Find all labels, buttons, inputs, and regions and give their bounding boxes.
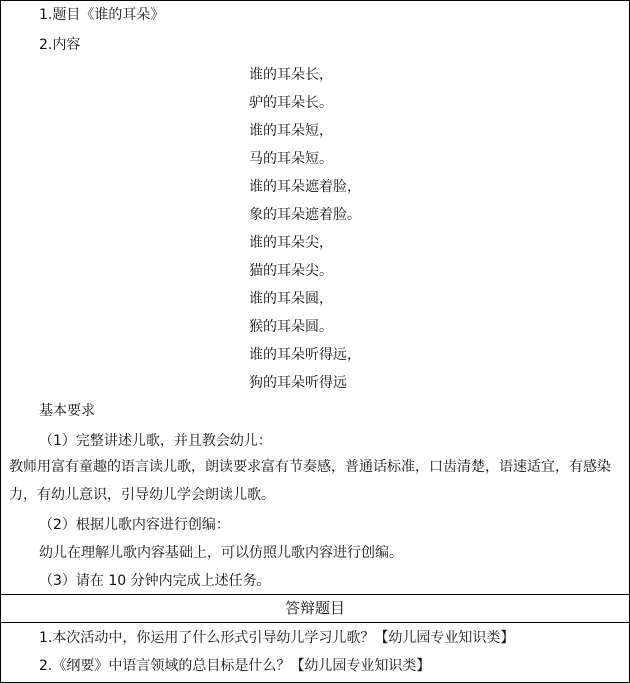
content-label: 2.内容 [39, 37, 81, 53]
title-line: 1.题目《谁的耳朵》 [39, 7, 165, 23]
poem-line: 谁的耳朵听得远， [249, 347, 361, 363]
requirement-1-detail: 教师用富有童趣的语言读儿歌，朗读要求富有节奏感，普通话标准，口齿清楚，语速适宜，有感染力，有幼儿意识，引导幼儿学会朗读儿歌。 [9, 459, 611, 503]
table-divider [1, 622, 629, 623]
requirement-2: （2）根据儿歌内容进行创编： [39, 517, 230, 533]
question-1: 1.本次活动中，你运用了什么形式引导幼儿学习儿歌？【幼儿园专业知识类】 [39, 630, 515, 646]
requirement-2-detail: 幼儿在理解儿歌内容基础上，可以仿照儿歌内容进行创编。 [39, 545, 403, 561]
requirement-1: （1）完整讲述儿歌，并且教会幼儿： [39, 433, 272, 449]
question-2: 2.《纲要》中语言领域的总目标是什么？【幼儿园专业知识类】 [39, 658, 431, 674]
poem-line: 谁的耳朵短， [249, 123, 333, 139]
requirement-3: （3）请在 10 分钟内完成上述任务。 [39, 573, 271, 589]
poem-line: 驴的耳朵长。 [249, 95, 333, 111]
poem-line: 猴的耳朵圆。 [249, 319, 333, 335]
poem-line: 象的耳朵遮着脸。 [249, 207, 361, 223]
defense-title: 答辩题目 [284, 599, 345, 617]
poem-line: 谁的耳朵圆， [249, 291, 333, 307]
poem-line: 狗的耳朵听得远 [249, 375, 347, 391]
poem-line: 马的耳朵短。 [249, 151, 333, 167]
poem-line: 谁的耳朵长， [249, 67, 333, 83]
poem-line: 谁的耳朵尖， [249, 235, 333, 251]
poem-line: 谁的耳朵遮着脸， [249, 179, 361, 195]
task-section [1, 1, 629, 594]
poem-line: 猫的耳朵尖。 [249, 263, 333, 279]
poem [249, 61, 549, 397]
requirements-heading: 基本要求 [39, 403, 95, 419]
